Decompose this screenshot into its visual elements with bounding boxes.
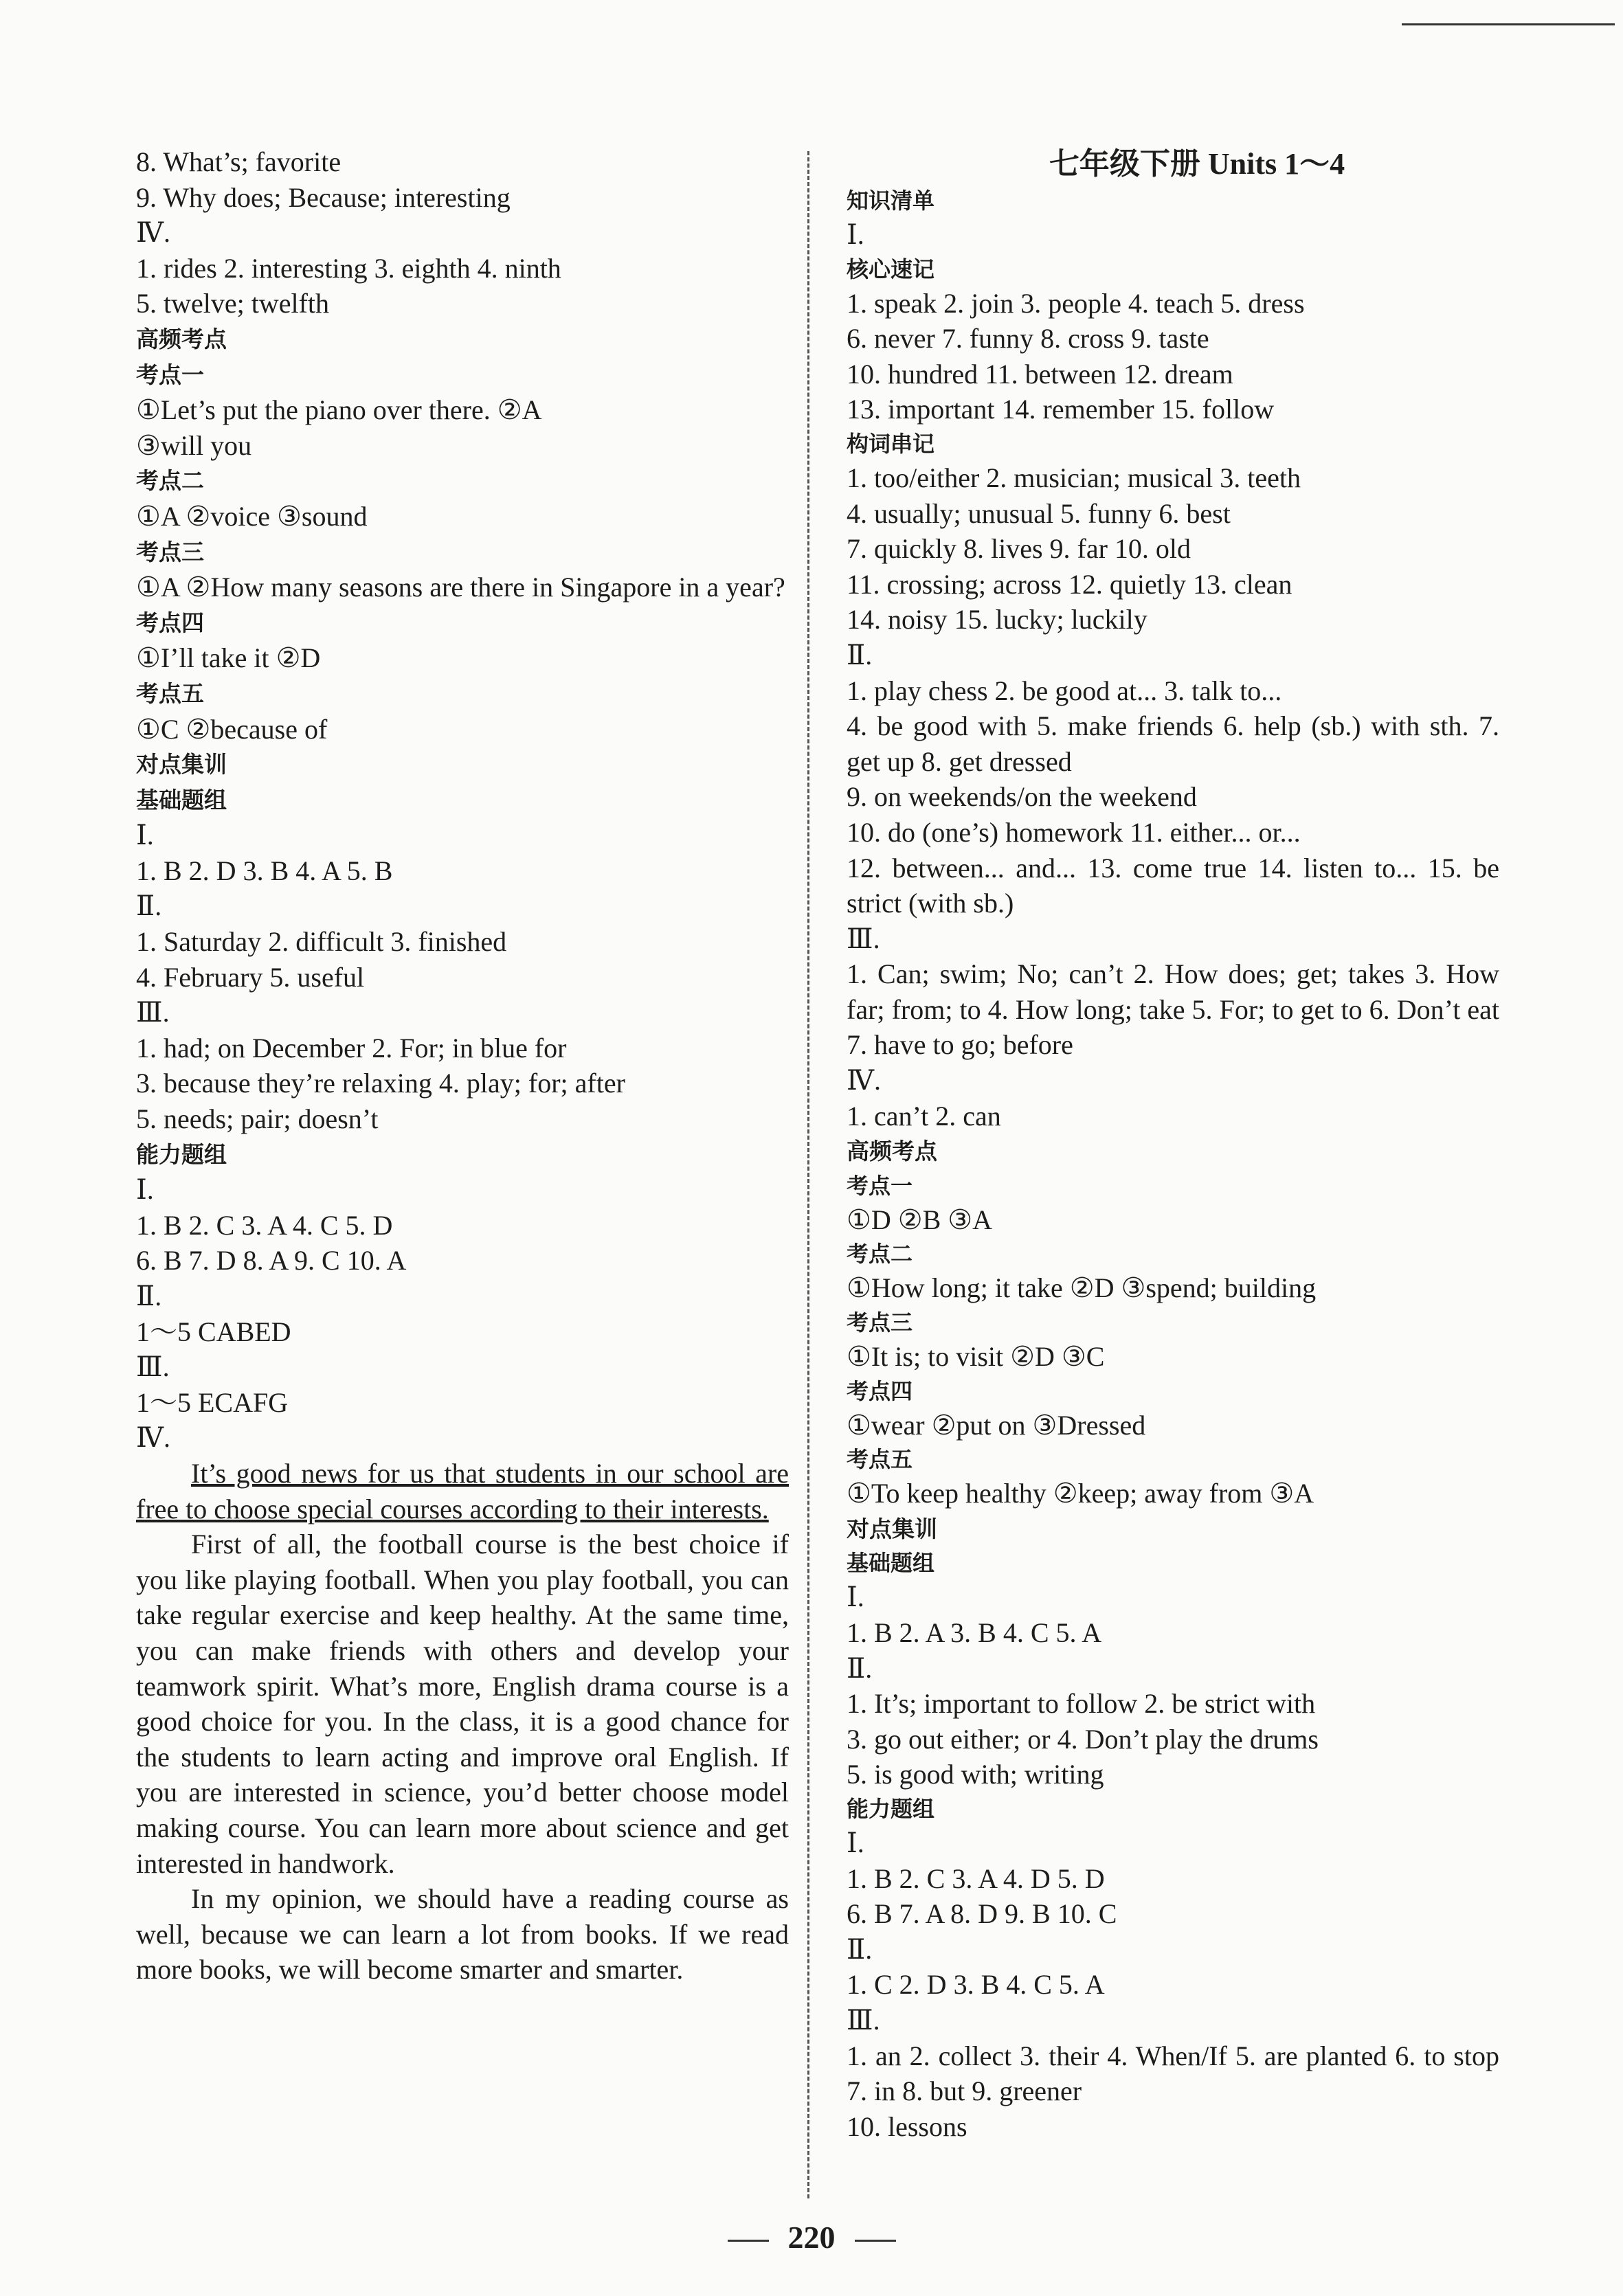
subsection-heading: 能力题组	[847, 1795, 935, 1822]
subsection-heading: 构词串记	[847, 430, 935, 457]
answer-line: 1～5 ECAFG	[136, 1386, 289, 1418]
section-heading: 对点集训	[847, 1515, 937, 1542]
answer-line: Ⅰ.	[136, 820, 154, 851]
answer-line: 7. quickly 8. lives 9. far 10. old	[847, 533, 1191, 565]
answer-line: 8. What’s; favorite	[136, 146, 342, 177]
essay-paragraph: In my opinion, we should have a reading course as well, because we can learn a lot from books. If we read more books, we will become smarter and smarter.	[136, 1883, 789, 1985]
answer-line: 1. too/either 2. musician; musical 3. teeth	[847, 462, 1301, 493]
answer-line: Ⅰ.	[136, 1174, 154, 1206]
answer-line: Ⅳ.	[136, 217, 170, 249]
answer-line: 1. Saturday 2. difficult 3. finished	[136, 926, 507, 958]
answer-line: 1. B 2. C 3. A 4. C 5. D	[136, 1209, 393, 1241]
answer-line: 3. because they’re relaxing 4. play; for; after	[136, 1068, 625, 1099]
answer-line: 6. B 7. A 8. D 9. B 10. C	[847, 1898, 1117, 1930]
answer-line: Ⅳ.	[136, 1422, 170, 1454]
section-heading: 高频考点	[136, 325, 227, 352]
answer-line: 10. lessons	[847, 2111, 967, 2142]
section-title: 七年级下册 Units 1～4	[1049, 147, 1345, 181]
answer-line: 1～5 CABED	[136, 1316, 291, 1347]
answer-line: 4. February 5. useful	[136, 961, 365, 993]
answer-paragraph: ①A ②How many seasons are there in Singapore in a year?	[136, 572, 785, 603]
right-column	[847, 144, 1499, 2144]
answer-line: ①To keep healthy ②keep; away from ③A	[847, 1478, 1314, 1509]
answer-line: Ⅱ.	[847, 1933, 873, 1965]
footer-dash-right	[855, 2240, 896, 2242]
answer-line: Ⅳ.	[847, 1065, 881, 1096]
answer-line: 4. usually; unusual 5. funny 6. best	[847, 497, 1231, 529]
answer-line: 5. is good with; writing	[847, 1759, 1104, 1790]
answer-paragraph: 4. be good with 5. make friends 6. help (sb.) with sth. 7. get up 8. get dressed	[847, 710, 1499, 777]
answer-line: ①I’ll take it ②D	[136, 642, 321, 674]
answer-line: ①C ②because of	[136, 713, 328, 745]
footer-dash-left	[728, 2240, 769, 2242]
answer-line: 6. B 7. D 8. A 9. C 10. A	[136, 1245, 407, 1276]
subsection-heading: 考点四	[847, 1377, 913, 1404]
answer-line: 9. Why does; Because; interesting	[136, 181, 511, 213]
section-heading: 考点一	[136, 361, 204, 388]
answer-line: Ⅰ.	[847, 1582, 864, 1613]
answer-line: Ⅱ.	[847, 639, 873, 671]
answer-line: ①Let’s put the piano over there. ②A	[136, 394, 542, 426]
subsection-heading: 基础题组	[847, 1550, 935, 1577]
subsection-heading: 考点三	[847, 1309, 913, 1336]
answer-line: ①A ②voice ③sound	[136, 500, 368, 532]
subsection-heading: 考点二	[847, 1241, 913, 1268]
answer-line: ①wear ②put on ③Dressed	[847, 1409, 1146, 1441]
answer-line: Ⅰ.	[847, 1827, 864, 1858]
answer-line: 1. can’t 2. can	[847, 1100, 1001, 1132]
answer-line: 1. had; on December 2. For; in blue for	[136, 1032, 567, 1063]
answer-line: Ⅲ.	[847, 2004, 880, 2036]
section-heading: 对点集训	[136, 751, 227, 778]
essay-topic-sentence: It’s good news for us that students in our school are free to choose special courses according to their interests.	[136, 1457, 789, 1524]
answer-line: 1. B 2. A 3. B 4. C 5. A	[847, 1617, 1102, 1648]
answer-line: Ⅰ.	[847, 219, 864, 250]
section-heading: 能力题组	[136, 1140, 227, 1168]
subsection-heading: 考点五	[847, 1446, 913, 1473]
answer-line: Ⅱ.	[847, 1652, 873, 1684]
column-divider	[807, 151, 809, 2198]
answer-line: ①D ②B ③A	[847, 1204, 993, 1235]
section-heading: 考点四	[136, 609, 204, 636]
answer-paragraph: 12. between... and... 13. come true 14. listen to... 15. be strict (with sb.)	[847, 852, 1499, 919]
answer-line: 10. do (one’s) homework 11. either... or...	[847, 816, 1301, 848]
essay-paragraph: First of all, the football course is the best choice if you like playing football. When you play football, you can take regular exercise and keep healthy. At the same time, you can make friends with others and develop your teamwork spirit. What’s more, English drama course is a good choice for you. In the class, it is a good chance for the students to learn acting and improve oral English. If you are interested in science, you’d better choose model making course. You can learn more about science and get interested in handwork.	[136, 1529, 789, 1879]
subsection-heading: 知识清单	[847, 188, 935, 214]
answer-line: 1. It’s; important to follow 2. be strict with	[847, 1688, 1316, 1720]
answer-line: ③will you	[136, 429, 252, 461]
answer-line: ①It is; to visit ②D ③C	[847, 1341, 1105, 1373]
answer-line: 1. speak 2. join 3. people 4. teach 5. dress	[847, 287, 1305, 319]
answer-line: Ⅲ.	[136, 997, 170, 1028]
answer-line: 1. B 2. C 3. A 4. D 5. D	[847, 1862, 1105, 1894]
section-heading: 考点五	[136, 679, 204, 707]
section-heading: 基础题组	[136, 786, 227, 813]
answer-paragraph: 1. an 2. collect 3. their 4. When/If 5. are planted 6. to stop 7. in 8. but 9. greener	[847, 2040, 1499, 2107]
answer-line: 14. noisy 15. lucky; luckily	[847, 604, 1148, 635]
left-column	[136, 144, 789, 1988]
answer-line: ①How long; it take ②D ③spend; building	[847, 1272, 1317, 1304]
answer-line: 5. twelve; twelfth	[136, 288, 330, 319]
answer-line: 5. needs; pair; doesn’t	[136, 1103, 379, 1135]
answer-line: Ⅲ.	[847, 923, 880, 954]
subsection-heading: 核心速记	[847, 256, 935, 282]
answer-line: Ⅱ.	[136, 1281, 162, 1312]
right-column-body	[847, 184, 1499, 2144]
section-heading: 高频考点	[847, 1138, 937, 1165]
subsection-heading: 考点一	[847, 1172, 913, 1199]
answer-line: 1. rides 2. interesting 3. eighth 4. ninth	[136, 252, 561, 284]
answer-line: 11. crossing; across 12. quietly 13. clean	[847, 568, 1292, 600]
answer-line: 6. never 7. funny 8. cross 9. taste	[847, 323, 1209, 354]
answer-line: Ⅱ.	[136, 890, 162, 922]
answer-line: 10. hundred 11. between 12. dream	[847, 358, 1233, 390]
section-heading: 考点二	[136, 467, 204, 495]
answer-paragraph: 1. Can; swim; No; can’t 2. How does; get; takes 3. How far; from; to 4. How long; take 5. For; to get to 6. Don’t eat 7. have to go; before	[847, 958, 1499, 1061]
page-footer	[0, 2219, 1623, 2255]
top-rule	[1402, 23, 1615, 25]
answer-line: 13. important 14. remember 15. follow	[847, 394, 1275, 425]
section-heading: 考点三	[136, 538, 204, 565]
page-number: 220	[787, 2220, 836, 2255]
answer-line: 1. B 2. D 3. B 4. A 5. B	[136, 855, 393, 886]
answer-line: 9. on weekends/on the weekend	[847, 781, 1197, 813]
answer-line: 1. C 2. D 3. B 4. C 5. A	[847, 1969, 1105, 2001]
answer-line: 1. play chess 2. be good at... 3. talk to...	[847, 675, 1282, 706]
answer-line: Ⅲ.	[136, 1351, 170, 1383]
answer-line: 3. go out either; or 4. Don’t play the drums	[847, 1723, 1319, 1755]
